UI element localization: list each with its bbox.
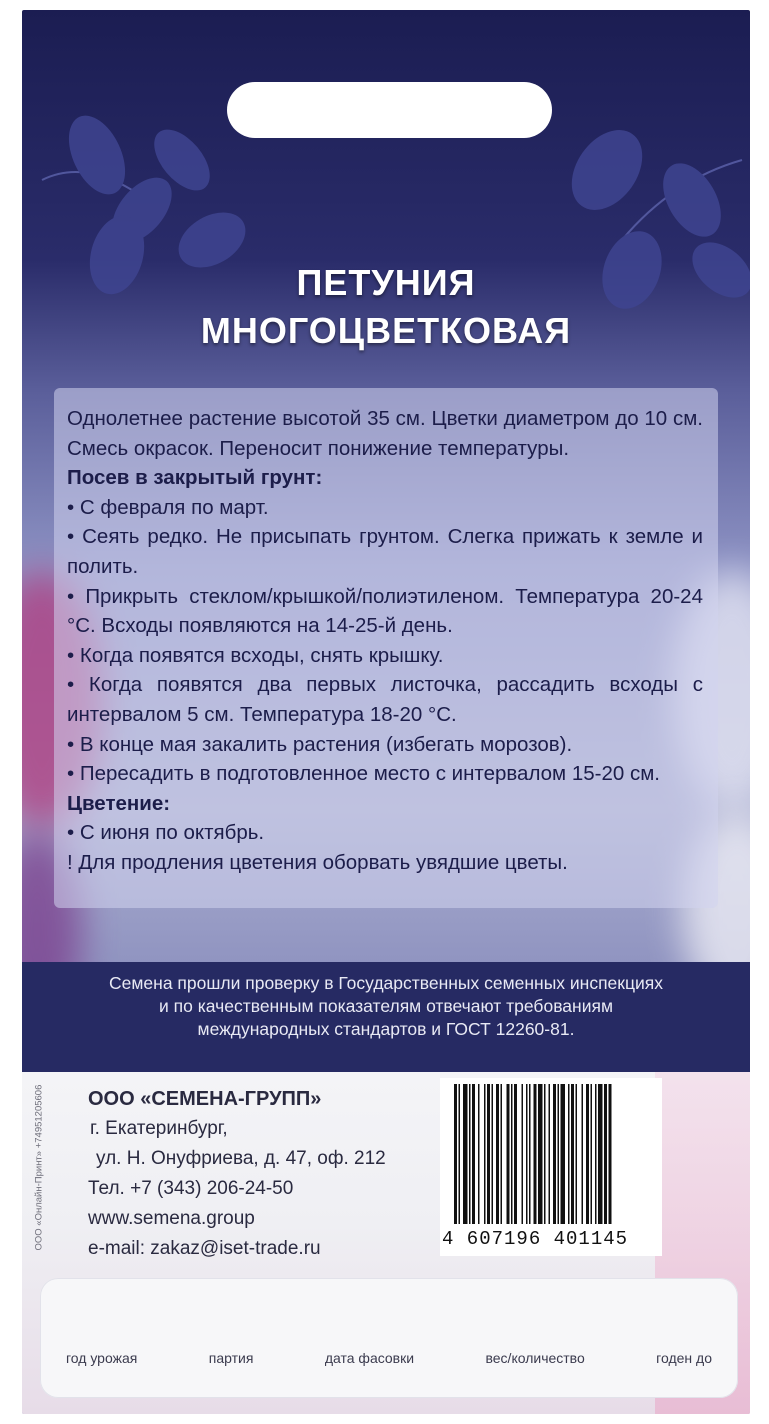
barcode-bar xyxy=(463,1084,468,1224)
barcode-bar xyxy=(549,1084,551,1224)
sowing-item: • Прикрыть стеклом/крышкой/полиэтиленом. Температура 20-24 °С. Всходы появляются на 14-25-й день. xyxy=(67,584,703,638)
barcode-bar xyxy=(484,1084,486,1224)
barcode-bar xyxy=(526,1084,528,1224)
company-city: г. Екатеринбург, xyxy=(90,1118,228,1139)
barcode-bar xyxy=(487,1084,490,1224)
label-field-harvest-year: год урожая xyxy=(66,1350,138,1366)
certification-text xyxy=(22,972,750,1041)
barcode-bar xyxy=(472,1084,475,1224)
barcode-bar xyxy=(586,1084,589,1224)
barcode-bar xyxy=(534,1084,537,1224)
certification-line: международных стандартов и ГОСТ 12260-81. xyxy=(197,1019,575,1039)
printer-code: ООО «Онлайн-Принт» +74951205606 xyxy=(33,1084,45,1251)
intro-paragraph: Однолетнее растение высотой 35 см. Цветки диаметром до 10 см. Смесь окрасок. Переносит понижение температуры. xyxy=(67,407,703,460)
sowing-item: • Когда появятся всходы, снять крышку. xyxy=(67,643,444,667)
barcode-bar xyxy=(558,1084,560,1224)
sowing-item: • Пересадить в подготовленное место с интервалом 15-20 см. xyxy=(67,762,660,786)
company-info xyxy=(88,1084,386,1264)
barcode-bar xyxy=(568,1084,570,1224)
barcode-bars xyxy=(440,1078,662,1228)
barcode xyxy=(440,1078,662,1256)
label-field-weight: вес/количество xyxy=(485,1350,585,1366)
barcode-bar xyxy=(514,1084,517,1224)
company-email: e-mail: zakaz@iset-trade.ru xyxy=(88,1238,321,1259)
sowing-item: • Сеять редко. Не присыпать грунтом. Слегка прижать к земле и полить. xyxy=(67,525,703,578)
barcode-bar xyxy=(478,1084,480,1224)
barcode-bar xyxy=(582,1084,584,1224)
company-name: ООО «СЕМЕНА-ГРУПП» xyxy=(88,1088,322,1110)
barcode-bar xyxy=(609,1084,612,1224)
product-title-line1: ПЕТУНИЯ xyxy=(296,262,476,303)
barcode-bar xyxy=(553,1084,556,1224)
hang-hole xyxy=(227,82,552,138)
company-street: ул. Н. Онуфриева, д. 47, оф. 212 xyxy=(96,1148,386,1169)
barcode-bar xyxy=(501,1084,503,1224)
barcode-bar xyxy=(576,1084,578,1224)
barcode-bar xyxy=(469,1084,471,1224)
label-field-expiry: годен до xyxy=(656,1350,712,1366)
sowing-heading: Посев в закрытый грунт: xyxy=(67,466,323,490)
sowing-item: • В конце мая закалить растения (избегать морозов). xyxy=(67,732,573,756)
packing-label-box xyxy=(40,1278,738,1398)
barcode-bar xyxy=(538,1084,543,1224)
label-field-batch: партия xyxy=(208,1350,254,1366)
packing-label-fields xyxy=(40,1350,738,1366)
barcode-bar xyxy=(595,1084,597,1224)
sowing-item: • С февраля по март. xyxy=(67,495,269,519)
flowering-item: • С июня по октябрь. xyxy=(67,821,265,845)
barcode-bar xyxy=(496,1084,499,1224)
barcode-bar xyxy=(459,1084,461,1224)
barcode-bar xyxy=(522,1084,524,1224)
barcode-bar xyxy=(492,1084,494,1224)
company-website: www.semena.group xyxy=(88,1208,255,1229)
description-text xyxy=(67,404,703,878)
barcode-bar xyxy=(511,1084,513,1224)
barcode-bar xyxy=(571,1084,574,1224)
company-phone: Тел. +7 (343) 206-24-50 xyxy=(88,1178,294,1199)
barcode-bar xyxy=(561,1084,566,1224)
barcode-bar xyxy=(604,1084,607,1224)
sowing-item: • Когда появятся два первых листочка, рассадить всходы с интервалом 5 см. Температура 18-20 °С. xyxy=(67,673,703,726)
barcode-bar xyxy=(529,1084,531,1224)
barcode-bar xyxy=(591,1084,593,1224)
label-field-packing-date: дата фасовки xyxy=(324,1350,415,1366)
barcode-bar xyxy=(544,1084,546,1224)
certification-line: и по качественным показателям отвечают требованиям xyxy=(159,996,613,1016)
flowering-item: ! Для продления цветения оборвать увядшие цветы. xyxy=(67,850,568,874)
certification-line: Семена прошли проверку в Государственных семенных инспекциях xyxy=(109,973,663,993)
barcode-digits: 4 607196 401145 xyxy=(442,1228,629,1250)
barcode-bar xyxy=(598,1084,603,1224)
flowering-heading: Цветение: xyxy=(67,791,171,815)
barcode-bar xyxy=(507,1084,510,1224)
product-title-line2: МНОГОЦВЕТКОВАЯ xyxy=(200,310,572,351)
seed-packet-back xyxy=(22,10,750,1414)
barcode-bar xyxy=(454,1084,457,1224)
